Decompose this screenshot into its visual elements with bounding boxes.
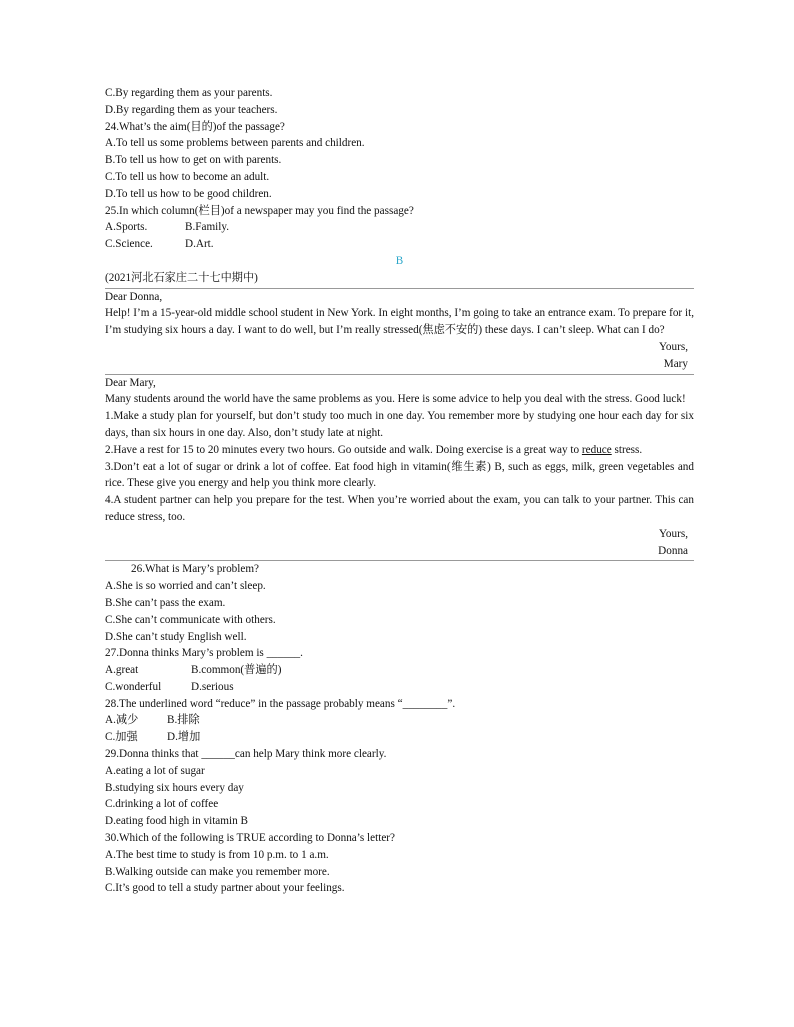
- q25-option-a: A.Sports.: [105, 221, 148, 234]
- q28-options-row1: [105, 712, 694, 729]
- letter1-signature: Mary: [663, 357, 688, 370]
- q27-option-a: A.great: [105, 664, 139, 677]
- q27-option-d: D.serious: [191, 680, 234, 693]
- letter2-intro: Many students around the world have the same problems as you. Here is some advice to help you deal with the stress. Good luck!: [105, 393, 686, 406]
- q29-option-a: A.eating a lot of sugar: [105, 764, 205, 777]
- section-label: B: [395, 254, 404, 267]
- q26-option-a: A.She is so worried and can’t sleep.: [105, 580, 266, 593]
- letter2-tip2: [105, 442, 694, 459]
- underlined-word: reduce: [581, 443, 612, 456]
- q27-options-row1: [105, 662, 694, 679]
- section-source: (2021河北石家庄二十七中期中): [105, 271, 258, 284]
- q24-option-d: D.To tell us how to be good children.: [105, 187, 272, 200]
- q25-options-row1: [105, 219, 694, 236]
- q24-option-b: B.To tell us how to get on with parents.: [105, 154, 282, 167]
- q24-option-c: C.To tell us how to become an adult.: [105, 170, 270, 183]
- q28-option-c: C.加强: [105, 731, 138, 744]
- letter2-tip1: 1.Make a study plan for yourself, but don’t study too much in one day. You remember more by studying one hour each day for six days, than six hours in one day. Also, don’t study late at night.: [105, 410, 694, 439]
- q25-option-d: D.Art.: [185, 238, 214, 251]
- q25-option-b: B.Family.: [185, 221, 230, 234]
- q24-stem: 24.What’s the aim(目的)of the passage?: [105, 120, 285, 133]
- q30-option-b: B.Walking outside can make you remember more.: [105, 865, 330, 878]
- q23-option-d: D.By regarding them as your teachers.: [105, 103, 278, 116]
- q25-options-row2: [105, 236, 694, 253]
- q29-stem: 29.Donna thinks that ______can help Mary think more clearly.: [105, 748, 387, 761]
- q29-option-c: C.drinking a lot of coffee: [105, 798, 219, 811]
- letter2-closing: Yours,: [658, 527, 688, 540]
- q25-stem: 25.In which column(栏目)of a newspaper may you find the passage?: [105, 204, 414, 217]
- q29-option-d: D.eating food high in vitamin B: [105, 815, 248, 828]
- letter2-signature: Donna: [658, 544, 688, 557]
- q26-stem: 26.What is Mary’s problem?: [131, 563, 260, 576]
- q26-option-c: C.She can’t communicate with others.: [105, 613, 276, 626]
- letter1-body: Help! I’m a 15-year-old middle school student in New York. In eight months, I’m going to take an entrance exam. To prepare for it, I’m studying six hours a day. I want to do well, but I’m really stressed(焦虑不安的) these days. I can’t sleep. What can I do?: [105, 307, 694, 337]
- q27-option-b: B.common(普遍的): [191, 664, 282, 677]
- q28-option-a: A.减少: [105, 714, 139, 727]
- tip2-text-before: 2.Have a rest for 15 to 20 minutes every two hours. Go outside and walk. Doing exercise is a great way to: [105, 443, 582, 456]
- q27-stem: 27.Donna thinks Mary’s problem is ______.: [105, 647, 303, 660]
- q28-option-b: B.排除: [167, 714, 200, 727]
- letter2-tip4: 4.A student partner can help you prepare for the test. When you’re worried about the exam, you can talk to your partner. This can reduce stress, too.: [105, 494, 694, 523]
- worksheet-page: [105, 85, 694, 897]
- q29-option-b: B.studying six hours every day: [105, 781, 244, 794]
- letter1-closing: Yours,: [658, 340, 688, 353]
- tip2-text-after: stress.: [611, 443, 643, 456]
- q30-option-c: C.It’s good to tell a study partner about your feelings.: [105, 882, 345, 895]
- q28-stem: 28.The underlined word “reduce” in the passage probably means “________”.: [105, 697, 456, 710]
- q24-option-a: A.To tell us some problems between parents and children.: [105, 137, 365, 150]
- q30-stem: 30.Which of the following is TRUE according to Donna’s letter?: [105, 832, 395, 845]
- q28-options-row2: [105, 729, 694, 746]
- q26-option-b: B.She can’t pass the exam.: [105, 596, 226, 609]
- letter2-greeting: Dear Mary,: [105, 376, 156, 389]
- q27-option-c: C.wonderful: [105, 680, 162, 693]
- q27-options-row2: [105, 679, 694, 696]
- q30-option-a: A.The best time to study is from 10 p.m. to 1 a.m.: [105, 848, 329, 861]
- q23-option-c: C.By regarding them as your parents.: [105, 87, 273, 99]
- q26-option-d: D.She can’t study English well.: [105, 630, 247, 643]
- letter2-tip3: 3.Don’t eat a lot of sugar or drink a lot of coffee. Eat food high in vitamin(维生素) B, such as eggs, milk, green vegetables and rice. These give you energy and help you think more clearly.: [105, 460, 694, 490]
- q28-option-d: D.增加: [167, 731, 201, 744]
- q25-option-c: C.Science.: [105, 238, 153, 251]
- letter1-greeting: Dear Donna,: [105, 290, 163, 303]
